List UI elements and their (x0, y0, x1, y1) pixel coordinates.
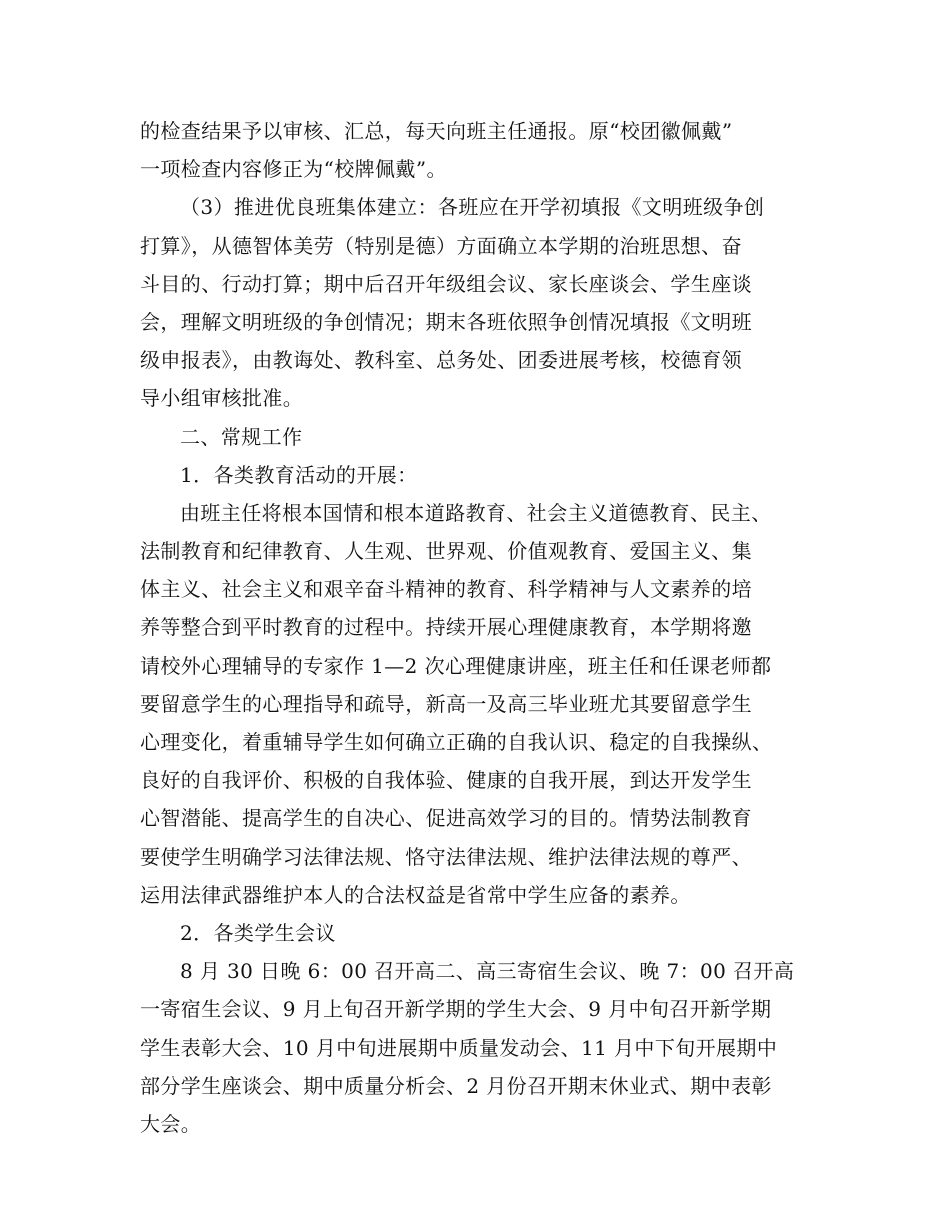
text-line: 级申报表》，由教诲处、教科室、总务处、团委进展考核，校德育领 (140, 348, 742, 373)
subsection-heading: 1．各类教育活动的开展： (180, 462, 418, 487)
text-line: 会，理解文明班级的争创情况；期末各班依照争创情况填报《文明班 (140, 309, 752, 334)
text-line: 一寄宿生会议、9 月上旬召开新学期的学生大会、9 月中旬召开新学期 (140, 997, 772, 1022)
text-line: 大会。 (140, 1111, 202, 1136)
text-line: 法制教育和纪律教育、人生观、世界观、价值观教育、爱国主义、集 (140, 539, 752, 564)
paragraph-first-line: 由班主任将根本国情和根本道路教育、社会主义道德教育、民主、 (180, 500, 772, 525)
document-page (140, 112, 830, 1143)
text-line: 要使学生明确学习法律法规、恪守法律法规、维护法律法规的尊严、 (140, 844, 752, 869)
text-line: 一项检查内容修正为“校牌佩戴”。 (140, 157, 447, 182)
text-line: 心智潜能、提高学生的自决心、促进高效学习的目的。情势法制教育 (140, 806, 752, 831)
text-line: 学生表彰大会、10 月中旬进展期中质量发动会、11 月中下旬开展期中 (140, 1035, 778, 1060)
section-heading: 二、常规工作 (180, 424, 303, 449)
text-line: 运用法律武器维护本人的合法权益是省常中学生应备的素养。 (140, 882, 691, 907)
text-line: 养等整合到平时教育的过程中。持续开展心理健康教育，本学期将邀 (140, 615, 752, 640)
text-line: 体主义、社会主义和艰辛奋斗精神的教育、科学精神与人文素养的培 (140, 577, 752, 602)
text-line: 打算》，从德智体美劳（特别是德）方面确立本学期的治班思想、奋 (140, 233, 742, 258)
text-line: 良好的自我评价、积极的自我体验、健康的自我开展，到达开发学生 (140, 768, 752, 793)
text-line: 导小组审核批准。 (140, 386, 304, 411)
subsection-heading: 2．各类学生会议 (180, 920, 336, 945)
text-line: 要留意学生的心理指导和疏导，新高一及高三毕业班尤其要留意学生 (140, 691, 752, 716)
text-line: 部分学生座谈会、期中质量分析会、2 月份召开期末休业式、期中表彰 (140, 1073, 772, 1098)
paragraph-first-line: （3）推进优良班集体建立：各班应在开学初填报《文明班级争创 (180, 195, 765, 220)
text-line: 的检查结果予以审核、汇总，每天向班主任通报。原“校团徽佩戴” (140, 119, 733, 143)
text-line: 斗目的、行动打算；期中后召开年级组会议、家长座谈会、学生座谈 (140, 271, 752, 296)
text-line: 请校外心理辅导的专家作 1—2 次心理健康讲座，班主任和任课老师都 (140, 653, 772, 678)
text-line: 心理变化，着重辅导学生如何确立正确的自我认识、稳定的自我操纵、 (140, 730, 773, 754)
paragraph-first-line: 8 月 30 日晚 6：00 召开高二、高三寄宿生会议、晚 7：00 召开高 (180, 959, 795, 984)
